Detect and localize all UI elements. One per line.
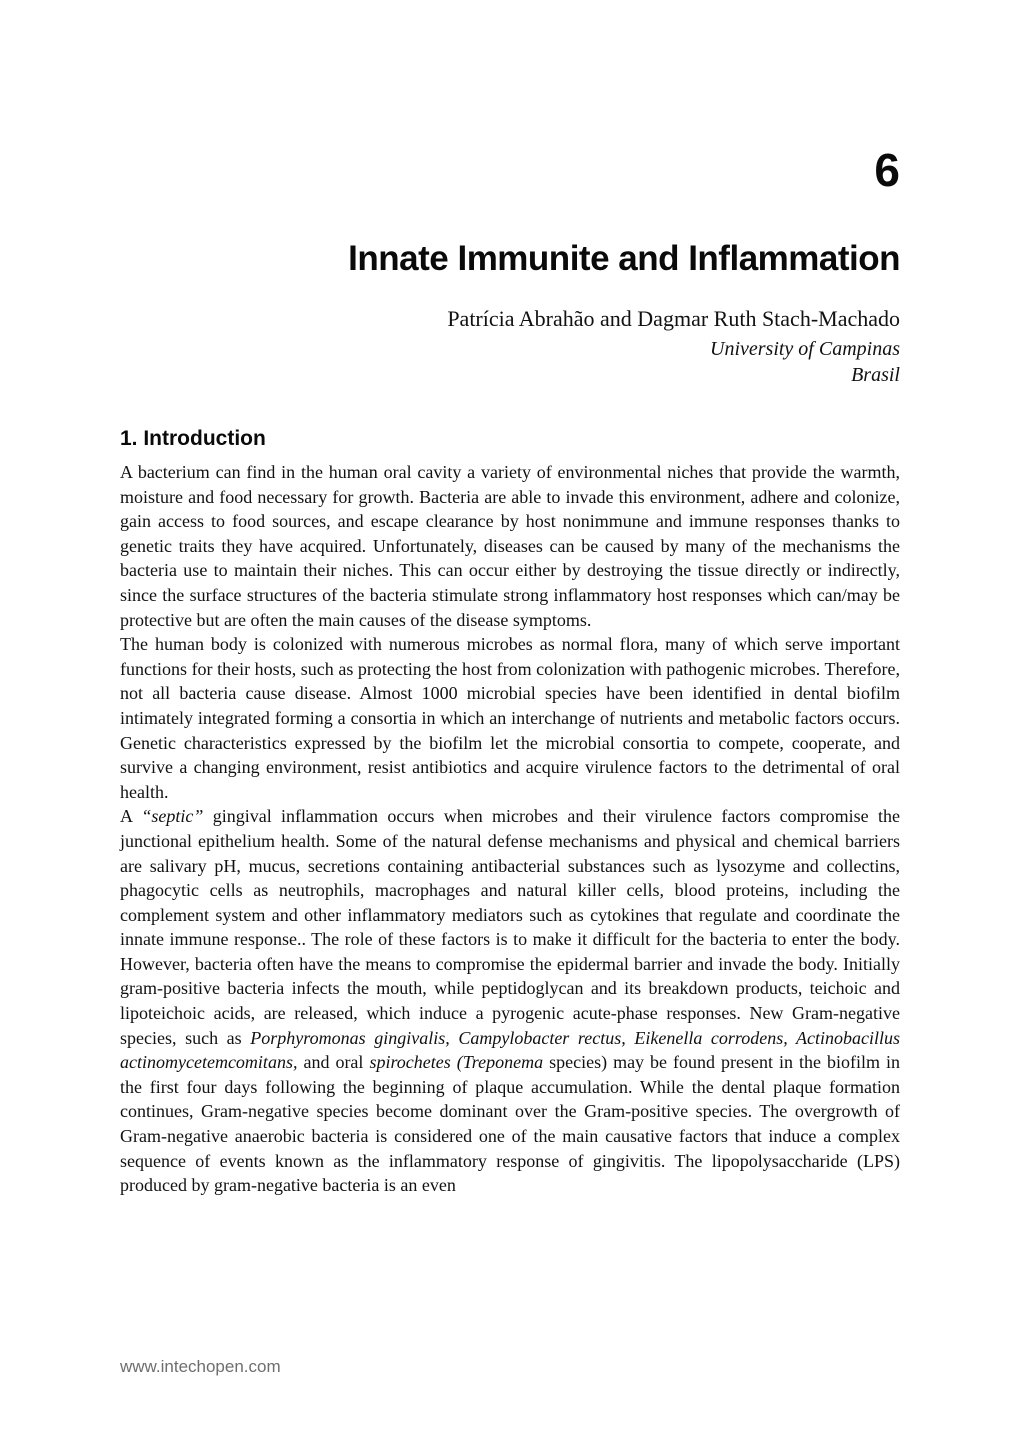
paragraph: A “septic” gingival inflammation occurs when microbes and their virulence factors compromise the junctional epithelium health. Some of the natural defense mechanisms and physical and chemical barriers are salivary pH, mucus, secretions containing antibacterial substances such as lysozyme and collectins, phagocytic cells as neutrophils, macrophages and natural killer cells, blood proteins, including the complement system and other inflammatory mediators such as cytokines that regulate and coordinate the innate immune response.. The role of these factors is to make it difficult for the bacteria to enter the body. However, bacteria often have the means to compromise the epidermal barrier and invade the body. Initially gram-positive bacteria infects the mouth, while peptidoglycan and its breakdown products, teichoic and lipoteichoic acids, are released, which induce a pyrogenic acute-phase responses. New Gram-negative species, such as Porphyromonas gingivalis, Campylobacter rectus, Eikenella corrodens, Actinobacillus actinomycetemcomitans, and oral spirochetes (Treponema species) may be found present in the biofilm in the first four days following the beginning of plaque accumulation. While the dental plaque formation continues, Gram-negative species become dominant over the Gram-positive species. The overgrowth of Gram-negative anaerobic bacteria is considered one of the main causative factors that induce a complex sequence of events known as the inflammatory response of gingivitis. The lipopolysaccharide (LPS) produced by gram-negative bacteria is an even — [120, 806, 901, 1196]
authors-line: Patrícia Abrahão and Dagmar Ruth Stach-Machado — [447, 306, 900, 331]
chapter-title: Innate Immunite and Inflammation — [348, 239, 900, 278]
chapter-number: 6 — [874, 144, 900, 196]
paragraph: A bacterium can find in the human oral cavity a variety of environmental niches that provide the warmth, moisture and food necessary for growth. Bacteria are able to invade this environment, adhere and colonize, gain access to food sources, and escape clearance by host nonimmune and immune responses thanks to genetic traits they have acquired. Unfortunately, diseases can be caused by many of the mechanisms the bacteria use to maintain their niches. This can occur either by destroying the tissue directly or indirectly, since the surface structures of the bacteria stimulate strong inflammatory host responses which can/may be protective but are often the main causes of the disease symptoms. — [120, 462, 900, 630]
byline-block — [120, 305, 900, 387]
section-heading-introduction: 1. Introduction — [120, 427, 266, 450]
paragraph: The human body is colonized with numerous microbes as normal flora, many of which serve important functions for their hosts, such as protecting the host from colonization with pathogenic microbes. Therefore, not all bacteria cause disease. Almost 1000 microbial species have been identified in dental biofilm intimately integrated forming a consortia in which an interchange of nutrients and metabolic factors occurs. Genetic characteristics expressed by the biofilm let the microbial consortia to compete, cooperate, and survive a changing environment, resist antibiotics and acquire virulence factors to the detrimental of oral health. — [120, 634, 900, 802]
country-line: Brasil — [851, 363, 900, 386]
body-text — [120, 460, 900, 1198]
footer-url[interactable]: www.intechopen.com — [120, 1357, 281, 1376]
affiliation-line: University of Campinas — [710, 337, 900, 360]
